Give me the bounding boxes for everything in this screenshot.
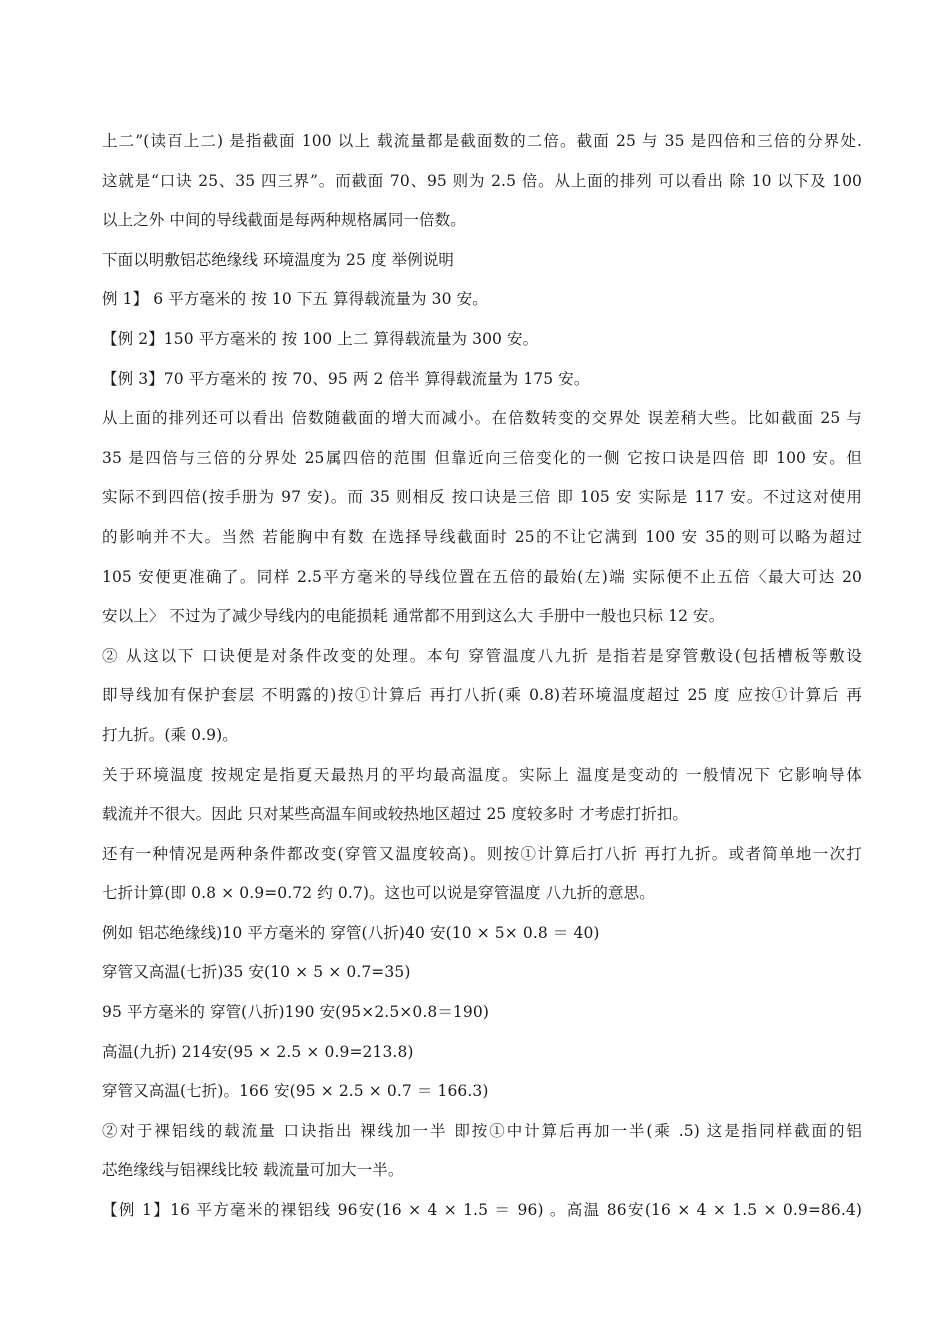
text-line: 的影响并不大。当然 若能胸中有数 在选择导线截面时 25的不让它满到 100 安 35的则可以略为超过 [102,527,862,546]
text-line: 上二”(读百上二) 是指截面 100 以上 载流量都是截面数的二倍。截面 25 与 35 是四倍和三倍的分界处. [102,132,862,150]
text-line: 载流并不很大。因此 只对某些高温车间或较热地区超过 25 度较多时 才考虑打折扣。 [102,805,689,824]
text-line: 关于环境温度 按规定是指夏天最热月的平均最高温度。实际上 温度是变动的 一般情况下 它影响导体 [102,765,862,784]
text-line: 例 1】 6 平方毫米的 按 10 下五 算得载流量为 30 安。 [102,290,488,309]
text-line: 穿管又高温(七折)。166 安(95 × 2.5 × 0.7 ＝ 166.3) [102,1082,489,1101]
text-line: ② 从这以下 口诀便是对条件改变的处理。本句 穿管温度八九折 是指若是穿管敷设(包括槽板等敷设 [102,646,862,665]
text-line: 95 平方毫米的 穿管(八折)190 安(95×2.5×0.8＝190) [102,1003,489,1022]
text-line: 下面以明敷铝芯绝缘线 环境温度为 25 度 举例说明 [102,250,455,269]
text-line: 35 是四倍与三倍的分界处 25属四倍的范围 但靠近向三倍变化的一侧 它按口诀是四倍 即 100 安。但 [102,448,862,467]
text-line: 芯绝缘线与铝裸线比较 载流量可加大一半。 [102,1161,404,1180]
text-line: 即导线加有保护套层 不明露的)按①计算后 再打八折(乘 0.8)若环境温度超过 25 度 应按①计算后 再 [102,686,862,705]
document-body [102,128,862,1237]
text-line: 打九折。(乘 0.9)。 [102,725,238,744]
text-line: 从上面的排列还可以看出 倍数随截面的增大而减小。在倍数转变的交界处 误差稍大些。比如截面 25 与 [102,409,862,428]
text-line: 以上之外 中间的导线截面是每两种规格属同一倍数。 [102,211,466,230]
text-line: 七折计算(即 0.8 × 0.9=0.72 约 0.7)。这也可以说是穿管温度 八九折的意思。 [102,884,655,903]
text-line: 这就是“口诀 25、35 四三界”。而截面 70、95 则为 2.5 倍。从上面的排列 可以看出 除 10 以下及 100 [102,171,862,190]
text-line: 【例 3】70 平方毫米的 按 70、95 两 2 倍半 算得载流量为 175 安。 [102,369,590,388]
text-line: 还有一种情况是两种条件都改变(穿管又温度较高)。则按①计算后打八折 再打九折。或者简单地一次打 [102,844,862,863]
text-line: 高温(九折) 214安(95 × 2.5 × 0.9=213.8) [102,1042,414,1061]
text-line: 【例 2】150 平方毫米的 按 100 上二 算得载流量为 300 安。 [102,329,539,348]
text-line: 穿管又高温(七折)35 安(10 × 5 × 0.7=35) [102,963,411,982]
text-line: 实际不到四倍(按手册为 97 安)。而 35 则相反 按口诀是三倍 即 105 安 实际是 117 安。不过这对使用 [102,488,862,507]
text-line: ②对于裸铝线的载流量 口诀指出 裸线加一半 即按①中计算后再加一半(乘 .5) 这是指同样截面的铝 [102,1121,862,1140]
text-line: 安以上〉 不过为了减少导线内的电能损耗 通常都不用到这么大 手册中一般也只标 12 安。 [102,607,725,626]
text-line: 【例 1】16 平方毫米的裸铝线 96安(16 × 4 × 1.5 ＝ 96) 。高温 86安(16 × 4 × 1.5 × 0.9=86.4) [102,1201,862,1220]
text-line: 例如 铝芯绝缘线)10 平方毫米的 穿管(八折)40 安(10 × 5× 0.8 ＝ 40) [102,923,600,942]
text-line: 105 安便更准确了。同样 2.5平方毫米的导线位置在五倍的最始(左)端 实际便不止五倍〈最大可达 20 [102,567,862,586]
